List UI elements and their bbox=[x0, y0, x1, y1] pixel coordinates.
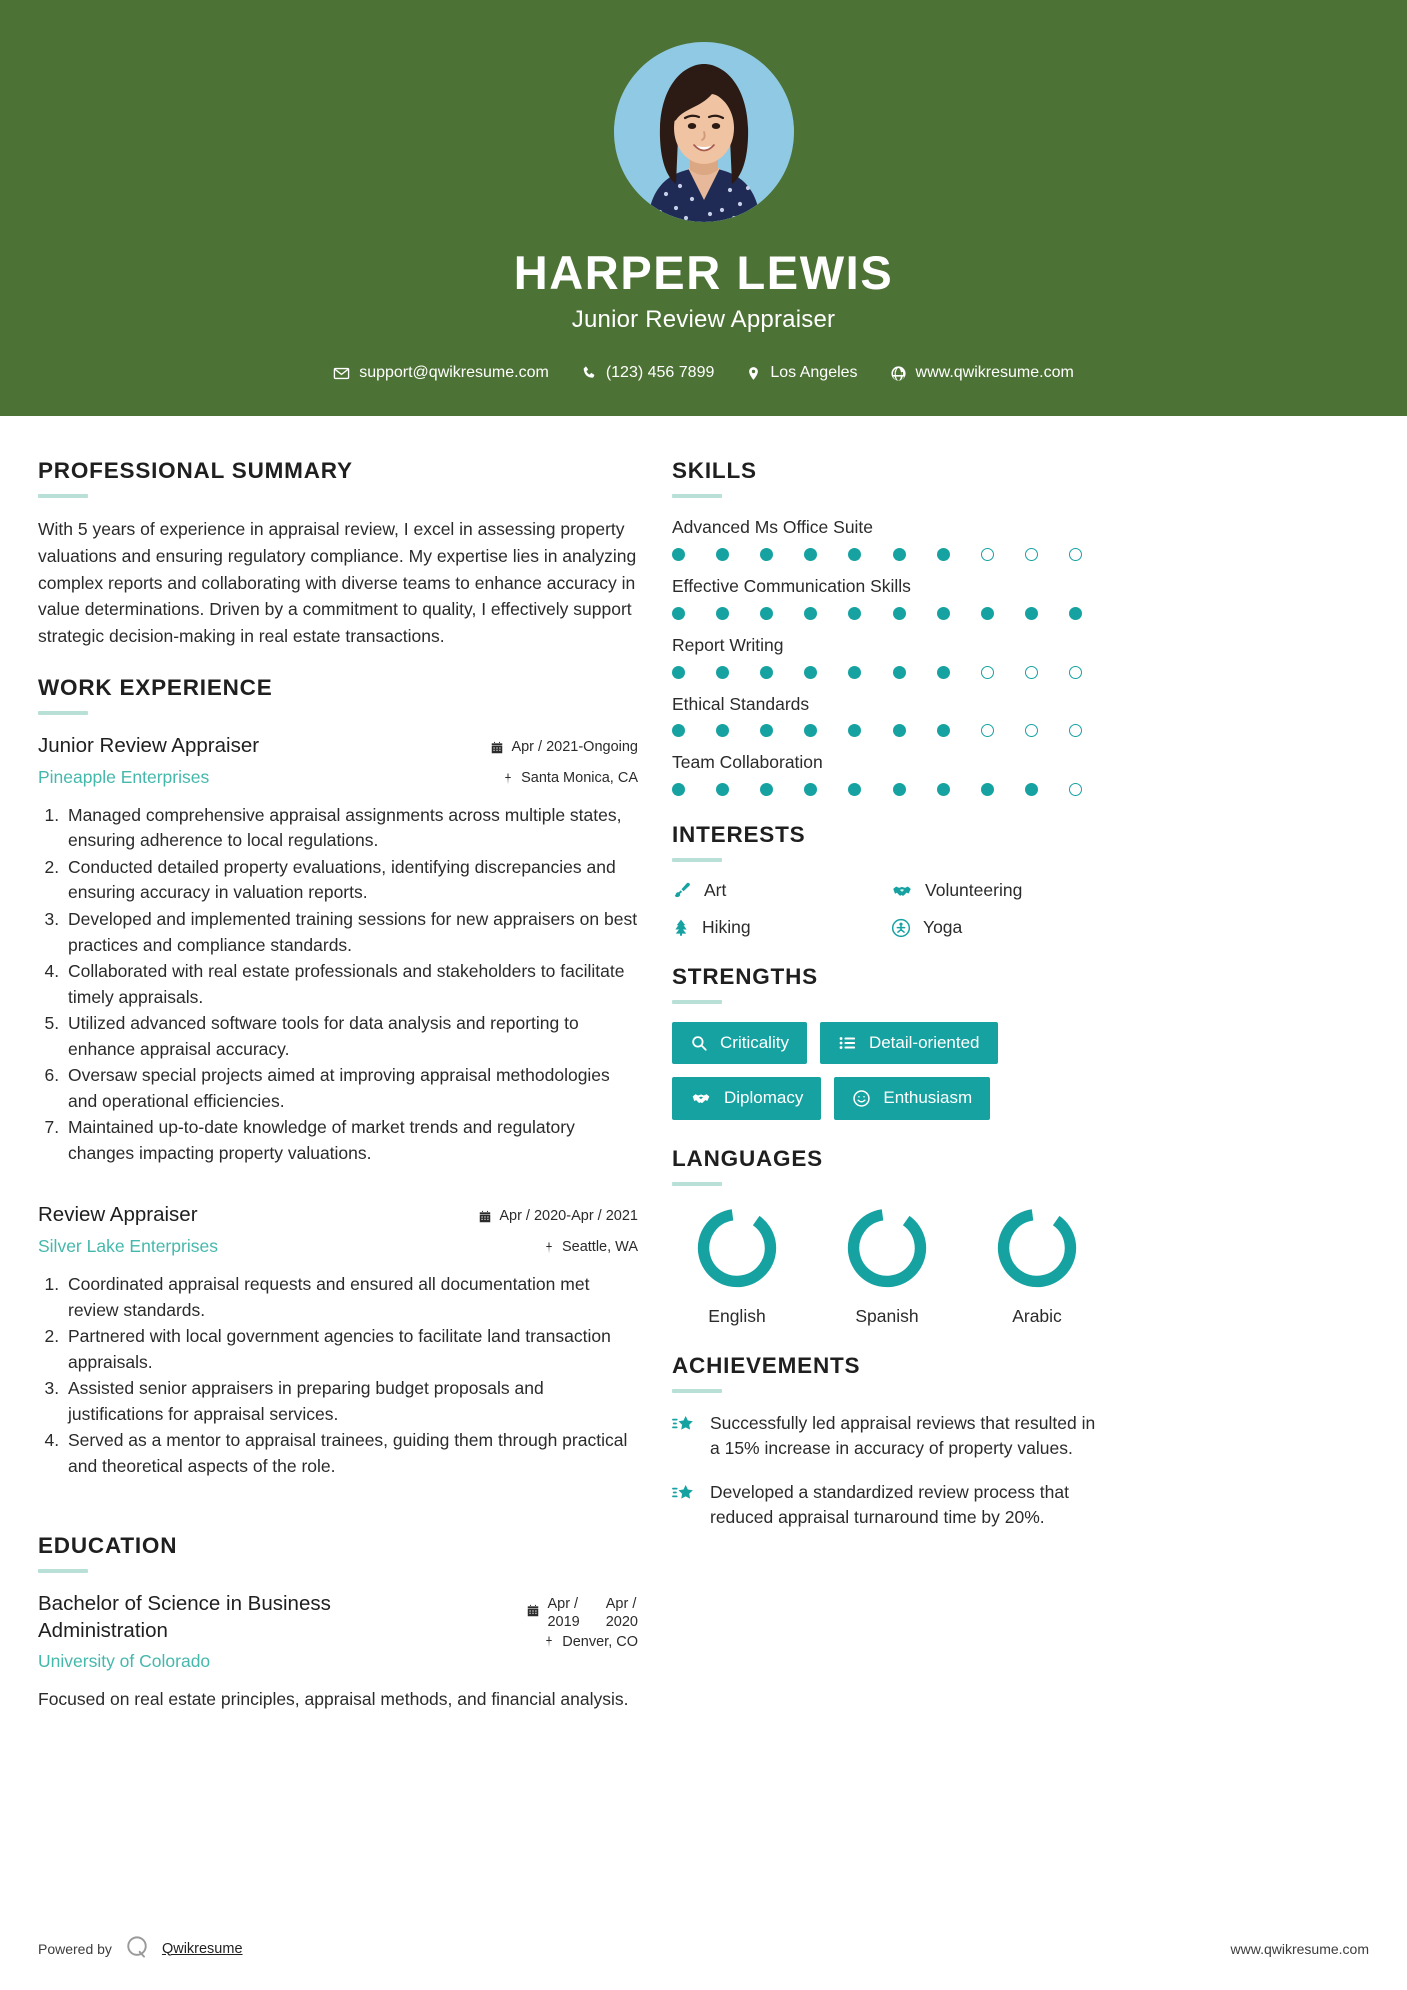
work-location bbox=[490, 768, 638, 790]
skill-dot-filled bbox=[893, 783, 906, 796]
work-company: Pineapple Enterprises bbox=[38, 766, 210, 787]
section-achievements bbox=[672, 1353, 1102, 1531]
contact-location[interactable] bbox=[730, 364, 873, 382]
phone-icon bbox=[581, 365, 597, 381]
section-skills bbox=[672, 458, 1102, 796]
skill-dot-filled bbox=[937, 607, 950, 620]
skill-dot-filled bbox=[1025, 607, 1038, 620]
left-column bbox=[38, 458, 638, 1737]
contact-phone-text: (123) 456 7899 bbox=[605, 364, 715, 382]
language-item bbox=[822, 1204, 952, 1327]
section-languages bbox=[672, 1146, 1102, 1327]
skill-dot-filled bbox=[716, 548, 729, 561]
skill-dot-filled bbox=[848, 724, 861, 737]
section-heading: SKILLS bbox=[672, 458, 757, 484]
skill-dot-empty bbox=[981, 666, 994, 679]
skill-dot-filled bbox=[672, 548, 685, 561]
skill-dot-filled bbox=[981, 783, 994, 796]
spacer bbox=[38, 1505, 638, 1533]
search-icon bbox=[690, 1034, 708, 1052]
work-dates bbox=[478, 1206, 638, 1228]
interest-item-art bbox=[672, 880, 883, 901]
education-date-start-month: Apr / bbox=[547, 1596, 579, 1613]
list-item: 2. Partnered with local government agencies to facilitate land transaction appraisals. bbox=[64, 1324, 638, 1375]
section-education bbox=[38, 1533, 638, 1711]
education-location bbox=[526, 1632, 638, 1654]
section-heading: STRENGTHS bbox=[672, 964, 818, 990]
skill-dot-empty bbox=[1025, 724, 1038, 737]
interest-item-volunteering bbox=[891, 880, 1102, 901]
skill-rating bbox=[672, 548, 1082, 561]
qwikresume-logo-icon bbox=[123, 1933, 151, 1964]
language-list bbox=[672, 1204, 1102, 1327]
skill-dot-empty bbox=[1069, 548, 1082, 561]
interest-label: Yoga bbox=[923, 917, 963, 938]
resume-header bbox=[0, 0, 1407, 416]
list-item: 2. Conducted detailed property evaluations, identifying discrepancies and ensuring accuracy in valuation reports. bbox=[64, 855, 638, 906]
list-icon bbox=[838, 1034, 857, 1052]
resume-footer bbox=[0, 1905, 1407, 1990]
section-rule bbox=[672, 1182, 722, 1186]
contact-phone[interactable] bbox=[565, 364, 731, 382]
skill-dot-filled bbox=[716, 607, 729, 620]
interest-label: Art bbox=[704, 880, 727, 901]
map-pin-icon bbox=[746, 365, 761, 382]
section-heading: INTERESTS bbox=[672, 822, 806, 848]
list-item: 1. Managed comprehensive appraisal assignments across multiple states, ensuring adherence to local regulations. bbox=[64, 803, 638, 854]
work-entry bbox=[38, 1202, 638, 1479]
contact-website-text: www.qwikresume.com bbox=[915, 364, 1074, 382]
strength-label: Enthusiasm bbox=[883, 1088, 973, 1108]
achievement-item bbox=[672, 1411, 1102, 1462]
skill-dot-filled bbox=[672, 607, 685, 620]
skill-dot-filled bbox=[893, 666, 906, 679]
skill-dot-filled bbox=[937, 548, 950, 561]
paintbrush-icon bbox=[672, 881, 692, 901]
list-item: 3. Developed and implemented training sessions for new appraisers on best practices and compliance standards. bbox=[64, 907, 638, 958]
education-entry bbox=[38, 1591, 638, 1711]
skill-dot-filled bbox=[804, 783, 817, 796]
contact-row bbox=[317, 364, 1090, 382]
skill-label: Team Collaboration bbox=[672, 752, 823, 773]
skill-dot-empty bbox=[1025, 666, 1038, 679]
language-donut bbox=[993, 1204, 1081, 1292]
avatar bbox=[614, 42, 794, 222]
section-rule bbox=[38, 494, 88, 498]
strength-badge-diplomacy bbox=[672, 1077, 821, 1119]
skill-item bbox=[672, 634, 1102, 679]
skill-rating bbox=[672, 607, 1082, 620]
skill-item bbox=[672, 516, 1102, 561]
skill-dot-empty bbox=[1069, 666, 1082, 679]
contact-email[interactable] bbox=[317, 364, 565, 382]
smiley-icon bbox=[852, 1089, 871, 1108]
skill-item bbox=[672, 575, 1102, 620]
skill-dot-filled bbox=[672, 724, 685, 737]
skill-label: Ethical Standards bbox=[672, 693, 810, 714]
powered-by-label: Powered by bbox=[38, 1940, 112, 1957]
summary-text: With 5 years of experience in appraisal review, I excel in assessing property valuations and ensuring regulatory compliance. My expertise lies in analyzing complex reports and collaborating with diverse teams to enhance accuracy in value determinations. Driven by a commitment to quality, I effectively support strategic decision-making in real estate transactions. bbox=[38, 519, 637, 646]
list-item: 4. Served as a mentor to appraisal trainees, guiding them through practical and theoretical aspects of the role. bbox=[64, 1428, 638, 1479]
work-location-text: Santa Monica, CA bbox=[521, 770, 638, 787]
list-item: 1. Coordinated appraisal requests and ensured all documentation met review standards. bbox=[64, 1272, 638, 1323]
education-location-text: Denver, CO bbox=[562, 1633, 638, 1650]
achievement-item bbox=[672, 1480, 1102, 1531]
spacer bbox=[38, 1174, 638, 1202]
work-role: Junior Review Appraiser bbox=[38, 734, 260, 758]
list-item: 5. Utilized advanced software tools for data analysis and reporting to enhance appraisal accuracy. bbox=[64, 1011, 638, 1062]
skill-rating bbox=[672, 783, 1082, 796]
contact-website[interactable] bbox=[874, 364, 1090, 382]
language-label: English bbox=[708, 1305, 766, 1326]
skill-dot-filled bbox=[716, 724, 729, 737]
contact-email-text: support@qwikresume.com bbox=[359, 364, 549, 382]
strength-badge-criticality bbox=[672, 1022, 807, 1064]
education-date-end bbox=[606, 1595, 638, 1631]
section-rule bbox=[38, 1569, 88, 1573]
calendar-icon bbox=[478, 1210, 492, 1224]
education-degree: Bachelor of Science in Business Administration bbox=[38, 1592, 331, 1642]
work-location-text: Seattle, WA bbox=[561, 1239, 638, 1256]
strength-label: Criticality bbox=[720, 1033, 789, 1053]
job-title: Junior Review Appraiser bbox=[571, 306, 836, 334]
skill-dot-filled bbox=[848, 783, 861, 796]
footer-website: www.qwikresume.com bbox=[1230, 1940, 1369, 1957]
work-company: Silver Lake Enterprises bbox=[38, 1235, 218, 1256]
skill-dot-empty bbox=[1069, 724, 1082, 737]
skill-dot-filled bbox=[937, 724, 950, 737]
strength-label: Diplomacy bbox=[724, 1088, 804, 1108]
tree-icon bbox=[672, 917, 690, 938]
skill-dot-filled bbox=[848, 548, 861, 561]
skill-rating bbox=[672, 724, 1082, 737]
envelope-icon bbox=[333, 365, 350, 382]
section-heading: ACHIEVEMENTS bbox=[672, 1352, 861, 1378]
list-item: 4. Collaborated with real estate professionals and stakeholders to facilitate timely appraisals. bbox=[64, 959, 638, 1010]
skill-dot-empty bbox=[981, 724, 994, 737]
right-column bbox=[672, 458, 1102, 1556]
pin-icon bbox=[502, 772, 514, 786]
skill-dot-filled bbox=[893, 607, 906, 620]
achievement-text: Successfully led appraisal reviews that resulted in a 15% increase in accuracy of property values. bbox=[710, 1412, 1096, 1459]
skill-dot-filled bbox=[716, 783, 729, 796]
section-interests bbox=[672, 822, 1102, 938]
skill-dot-filled bbox=[893, 548, 906, 561]
education-dates bbox=[526, 1595, 638, 1631]
work-dates-text: Apr / 2020-Apr / 2021 bbox=[499, 1208, 638, 1225]
handshake-icon bbox=[891, 881, 913, 901]
handshake-icon bbox=[690, 1089, 712, 1108]
skill-dot-filled bbox=[1025, 783, 1038, 796]
skill-dot-filled bbox=[760, 724, 773, 737]
interest-item-yoga bbox=[891, 917, 1102, 938]
star-badge-icon bbox=[672, 1411, 696, 1436]
skill-dot-filled bbox=[672, 666, 685, 679]
skill-dot-filled bbox=[848, 666, 861, 679]
skill-dot-empty bbox=[1069, 783, 1082, 796]
education-date-end-year: 2020 bbox=[605, 1614, 638, 1631]
strength-badge-detail-oriented bbox=[820, 1022, 998, 1064]
skill-label: Report Writing bbox=[672, 634, 784, 655]
language-item bbox=[972, 1204, 1102, 1327]
skill-dot-filled bbox=[981, 607, 994, 620]
calendar-icon bbox=[490, 741, 504, 755]
skill-dot-filled bbox=[672, 783, 685, 796]
skill-dot-filled bbox=[893, 724, 906, 737]
calendar-icon bbox=[526, 1604, 540, 1623]
skill-rating bbox=[672, 666, 1082, 679]
skill-dot-filled bbox=[760, 783, 773, 796]
language-donut bbox=[693, 1204, 781, 1292]
skill-item bbox=[672, 693, 1102, 738]
powered-by bbox=[38, 1933, 243, 1964]
section-strengths bbox=[672, 964, 1102, 1120]
achievement-text: Developed a standardized review process that reduced appraisal turnaround time by 20%. bbox=[710, 1481, 1069, 1527]
section-heading: PROFESSIONAL SUMMARY bbox=[38, 458, 353, 484]
interest-item-hiking bbox=[672, 917, 883, 938]
skill-dot-filled bbox=[804, 607, 817, 620]
star-badge-icon bbox=[672, 1480, 696, 1505]
work-dates-text: Apr / 2021-Ongoing bbox=[511, 739, 638, 756]
skill-dot-filled bbox=[937, 783, 950, 796]
list-item: 6. Oversaw special projects aimed at improving appraisal methodologies and operational efficiencies. bbox=[64, 1063, 638, 1114]
strength-label: Detail-oriented bbox=[868, 1033, 980, 1053]
resume-body bbox=[0, 416, 1407, 1737]
language-item bbox=[672, 1204, 802, 1327]
contact-location-text: Los Angeles bbox=[770, 364, 858, 382]
section-heading: WORK EXPERIENCE bbox=[38, 675, 273, 701]
work-bullets bbox=[38, 1272, 638, 1479]
interest-label: Hiking bbox=[702, 917, 751, 938]
section-heading: EDUCATION bbox=[38, 1533, 178, 1559]
section-heading: LANGUAGES bbox=[672, 1145, 823, 1171]
list-item: 3. Assisted senior appraisers in preparing budget proposals and justifications for appraisal services. bbox=[64, 1376, 638, 1427]
work-dates bbox=[490, 737, 638, 759]
skill-label: Advanced Ms Office Suite bbox=[672, 517, 874, 538]
work-entry bbox=[38, 733, 638, 1166]
education-description: Focused on real estate principles, appraisal methods, and financial analysis. bbox=[38, 1688, 629, 1709]
education-date-start-year: 2019 bbox=[547, 1614, 580, 1631]
section-rule bbox=[672, 858, 722, 862]
education-date-start bbox=[547, 1595, 579, 1631]
globe-icon bbox=[890, 365, 907, 382]
section-rule bbox=[672, 494, 722, 498]
qwikresume-link[interactable]: Qwikresume bbox=[161, 1940, 243, 1957]
education-school: University of Colorado bbox=[38, 1650, 211, 1671]
skill-dot-filled bbox=[1069, 607, 1082, 620]
skill-dot-filled bbox=[716, 666, 729, 679]
skill-dot-empty bbox=[981, 548, 994, 561]
skill-dot-filled bbox=[804, 666, 817, 679]
section-professional-summary bbox=[38, 458, 638, 649]
skill-dot-filled bbox=[760, 548, 773, 561]
education-date-end-month: Apr / bbox=[605, 1596, 637, 1613]
section-work-experience bbox=[38, 675, 638, 1479]
pin-icon bbox=[543, 1635, 555, 1649]
language-donut bbox=[843, 1204, 931, 1292]
interest-label: Volunteering bbox=[925, 880, 1023, 901]
language-label: Spanish bbox=[855, 1305, 919, 1326]
work-bullets bbox=[38, 803, 638, 1167]
skill-dot-filled bbox=[760, 607, 773, 620]
section-rule bbox=[672, 1000, 722, 1004]
skill-item bbox=[672, 751, 1102, 796]
strength-badge-enthusiasm bbox=[834, 1077, 990, 1119]
pin-icon bbox=[543, 1241, 555, 1255]
skill-dot-filled bbox=[937, 666, 950, 679]
skill-dot-empty bbox=[1025, 548, 1038, 561]
skill-dot-filled bbox=[804, 724, 817, 737]
section-rule bbox=[38, 711, 88, 715]
work-location bbox=[478, 1237, 638, 1259]
work-role: Review Appraiser bbox=[38, 1203, 198, 1227]
list-item: 7. Maintained up-to-date knowledge of market trends and regulatory changes impacting property valuations. bbox=[64, 1115, 638, 1166]
skill-label: Effective Communication Skills bbox=[672, 576, 911, 597]
language-label: Arabic bbox=[1012, 1305, 1062, 1326]
yoga-icon bbox=[891, 918, 911, 938]
skill-dot-filled bbox=[804, 548, 817, 561]
skill-dot-filled bbox=[848, 607, 861, 620]
section-rule bbox=[672, 1389, 722, 1393]
page-title: HARPER LEWIS bbox=[513, 246, 894, 299]
skill-dot-filled bbox=[760, 666, 773, 679]
